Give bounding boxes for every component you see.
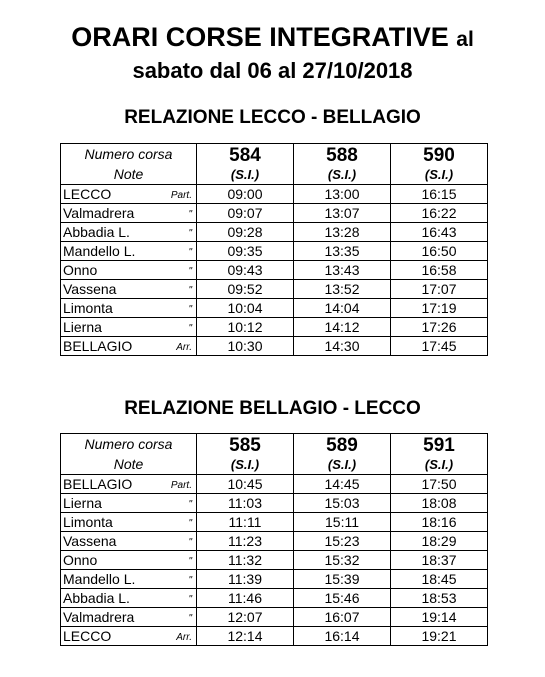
stop-name: Lierna xyxy=(63,319,102,335)
run-note: (S.I.) xyxy=(327,457,357,472)
stop-cell xyxy=(61,185,197,204)
run-note: (S.I.) xyxy=(424,457,454,472)
time-cell: 15:46 xyxy=(294,589,391,608)
run-note: (S.I.) xyxy=(230,457,260,472)
time-cell: 11:03 xyxy=(197,494,294,513)
time-cell: 16:58 xyxy=(391,261,488,280)
stop-name: Abbadia L. xyxy=(63,590,130,606)
page-title-main: ORARI CORSE INTEGRATIVE xyxy=(71,22,449,52)
time-cell: 13:35 xyxy=(294,242,391,261)
page-subtitle: sabato dal 06 al 27/10/2018 xyxy=(132,58,413,83)
table-row xyxy=(61,261,488,280)
table-row xyxy=(61,223,488,242)
stop-name: Onno xyxy=(63,262,98,278)
stop-cell xyxy=(61,337,197,356)
stop-note: Part. xyxy=(170,190,192,201)
run-number: 585 xyxy=(229,435,261,456)
run-header-cell xyxy=(197,144,294,185)
table-row xyxy=(61,185,488,204)
stop-name: Limonta xyxy=(63,514,113,530)
header-label-cell xyxy=(61,144,197,185)
run-header-cell xyxy=(391,434,488,475)
run-header-cell xyxy=(391,144,488,185)
note-label: Note xyxy=(113,456,144,472)
time-cell: 11:23 xyxy=(197,532,294,551)
time-cell: 17:50 xyxy=(391,475,488,494)
stop-cell xyxy=(61,532,197,551)
time-cell: 15:39 xyxy=(294,570,391,589)
table-row xyxy=(61,532,488,551)
stop-note: " xyxy=(188,518,192,529)
stop-cell xyxy=(61,513,197,532)
run-note: (S.I.) xyxy=(230,167,260,182)
time-cell: 11:11 xyxy=(197,513,294,532)
stop-note: " xyxy=(188,613,192,624)
time-cell: 19:21 xyxy=(391,627,488,646)
table-header-row xyxy=(61,144,488,185)
page-title xyxy=(0,22,545,53)
run-header-cell xyxy=(197,434,294,475)
section-heading-lecco-bellagio: RELAZIONE LECCO - BELLAGIO xyxy=(124,107,421,128)
stop-cell xyxy=(61,551,197,570)
stop-cell xyxy=(61,280,197,299)
time-cell: 19:14 xyxy=(391,608,488,627)
stop-name: Vassena xyxy=(63,281,117,297)
time-cell: 18:37 xyxy=(391,551,488,570)
run-number-label: Numero corsa xyxy=(84,436,173,452)
time-cell: 17:19 xyxy=(391,299,488,318)
stop-note: " xyxy=(188,575,192,586)
stop-cell xyxy=(61,627,197,646)
stop-name: LECCO xyxy=(63,628,112,644)
time-cell: 17:07 xyxy=(391,280,488,299)
table-row xyxy=(61,589,488,608)
stop-cell xyxy=(61,242,197,261)
time-cell: 11:39 xyxy=(197,570,294,589)
run-number: 589 xyxy=(326,435,358,456)
table-row xyxy=(61,337,488,356)
header-label-cell xyxy=(61,434,197,475)
time-cell: 16:14 xyxy=(294,627,391,646)
stop-name: BELLAGIO xyxy=(63,476,133,492)
time-cell: 09:43 xyxy=(197,261,294,280)
run-number: 584 xyxy=(229,145,261,166)
stop-name: Onno xyxy=(63,552,98,568)
time-cell: 15:32 xyxy=(294,551,391,570)
time-cell: 16:50 xyxy=(391,242,488,261)
time-cell: 12:14 xyxy=(197,627,294,646)
table-row xyxy=(61,494,488,513)
time-cell: 18:45 xyxy=(391,570,488,589)
table-row xyxy=(61,475,488,494)
timetable-bellagio-lecco xyxy=(60,433,488,646)
stop-note: Arr. xyxy=(176,632,192,643)
note-label: Note xyxy=(113,166,144,182)
time-cell: 10:12 xyxy=(197,318,294,337)
time-cell: 13:52 xyxy=(294,280,391,299)
page-title-al: al xyxy=(456,28,474,51)
time-cell: 16:15 xyxy=(391,185,488,204)
stop-note: " xyxy=(188,594,192,605)
table-row xyxy=(61,570,488,589)
table-header-row xyxy=(61,434,488,475)
time-cell: 16:22 xyxy=(391,204,488,223)
stop-cell xyxy=(61,475,197,494)
timetable-lecco-bellagio xyxy=(60,143,488,356)
time-cell: 17:26 xyxy=(391,318,488,337)
time-cell: 14:30 xyxy=(294,337,391,356)
table-row xyxy=(61,608,488,627)
stop-name: Limonta xyxy=(63,300,113,316)
stop-name: Valmadrera xyxy=(63,205,135,221)
time-cell: 13:28 xyxy=(294,223,391,242)
time-cell: 13:43 xyxy=(294,261,391,280)
time-cell: 09:52 xyxy=(197,280,294,299)
run-header-cell xyxy=(294,434,391,475)
stop-cell xyxy=(61,318,197,337)
time-cell: 13:07 xyxy=(294,204,391,223)
time-cell: 11:46 xyxy=(197,589,294,608)
stop-name: Valmadrera xyxy=(63,609,135,625)
stop-note: " xyxy=(188,209,192,220)
time-cell: 17:45 xyxy=(391,337,488,356)
table-row xyxy=(61,204,488,223)
stop-cell xyxy=(61,494,197,513)
run-note: (S.I.) xyxy=(327,167,357,182)
table-row xyxy=(61,318,488,337)
stop-note: " xyxy=(188,228,192,239)
stop-note: " xyxy=(188,266,192,277)
time-cell: 15:03 xyxy=(294,494,391,513)
table-row xyxy=(61,299,488,318)
run-number-label: Numero corsa xyxy=(84,146,173,162)
run-number: 590 xyxy=(423,145,455,166)
stop-note: Arr. xyxy=(176,342,192,353)
table-row xyxy=(61,551,488,570)
time-cell: 18:08 xyxy=(391,494,488,513)
stop-name: Abbadia L. xyxy=(63,224,130,240)
stop-name: Mandello L. xyxy=(63,243,136,259)
stop-cell xyxy=(61,570,197,589)
section-heading-bellagio-lecco: RELAZIONE BELLAGIO - LECCO xyxy=(124,398,421,419)
stop-cell xyxy=(61,608,197,627)
time-cell: 16:43 xyxy=(391,223,488,242)
stop-name: LECCO xyxy=(63,186,112,202)
run-header-cell xyxy=(294,144,391,185)
time-cell: 18:16 xyxy=(391,513,488,532)
stop-cell xyxy=(61,589,197,608)
stop-name: BELLAGIO xyxy=(63,338,133,354)
table-row xyxy=(61,513,488,532)
stop-cell xyxy=(61,223,197,242)
table-row xyxy=(61,627,488,646)
time-cell: 18:53 xyxy=(391,589,488,608)
time-cell: 14:45 xyxy=(294,475,391,494)
time-cell: 10:30 xyxy=(197,337,294,356)
stop-note: " xyxy=(188,556,192,567)
time-cell: 11:32 xyxy=(197,551,294,570)
time-cell: 18:29 xyxy=(391,532,488,551)
time-cell: 09:00 xyxy=(197,185,294,204)
stop-note: " xyxy=(188,247,192,258)
stop-name: Vassena xyxy=(63,533,117,549)
stop-note: Part. xyxy=(170,480,192,491)
run-note: (S.I.) xyxy=(424,167,454,182)
run-number: 591 xyxy=(423,435,455,456)
time-cell: 14:12 xyxy=(294,318,391,337)
table-row xyxy=(61,280,488,299)
stop-cell xyxy=(61,261,197,280)
time-cell: 10:45 xyxy=(197,475,294,494)
stop-name: Mandello L. xyxy=(63,571,136,587)
time-cell: 09:28 xyxy=(197,223,294,242)
stop-note: " xyxy=(188,537,192,548)
time-cell: 14:04 xyxy=(294,299,391,318)
stop-note: " xyxy=(188,323,192,334)
run-number: 588 xyxy=(326,145,358,166)
stop-note: " xyxy=(188,285,192,296)
stop-name: Lierna xyxy=(63,495,102,511)
time-cell: 09:35 xyxy=(197,242,294,261)
table-row xyxy=(61,242,488,261)
stop-note: " xyxy=(188,499,192,510)
stop-note: " xyxy=(188,304,192,315)
time-cell: 10:04 xyxy=(197,299,294,318)
time-cell: 15:23 xyxy=(294,532,391,551)
stop-cell xyxy=(61,204,197,223)
time-cell: 09:07 xyxy=(197,204,294,223)
time-cell: 15:11 xyxy=(294,513,391,532)
time-cell: 13:00 xyxy=(294,185,391,204)
stop-cell xyxy=(61,299,197,318)
time-cell: 16:07 xyxy=(294,608,391,627)
time-cell: 12:07 xyxy=(197,608,294,627)
